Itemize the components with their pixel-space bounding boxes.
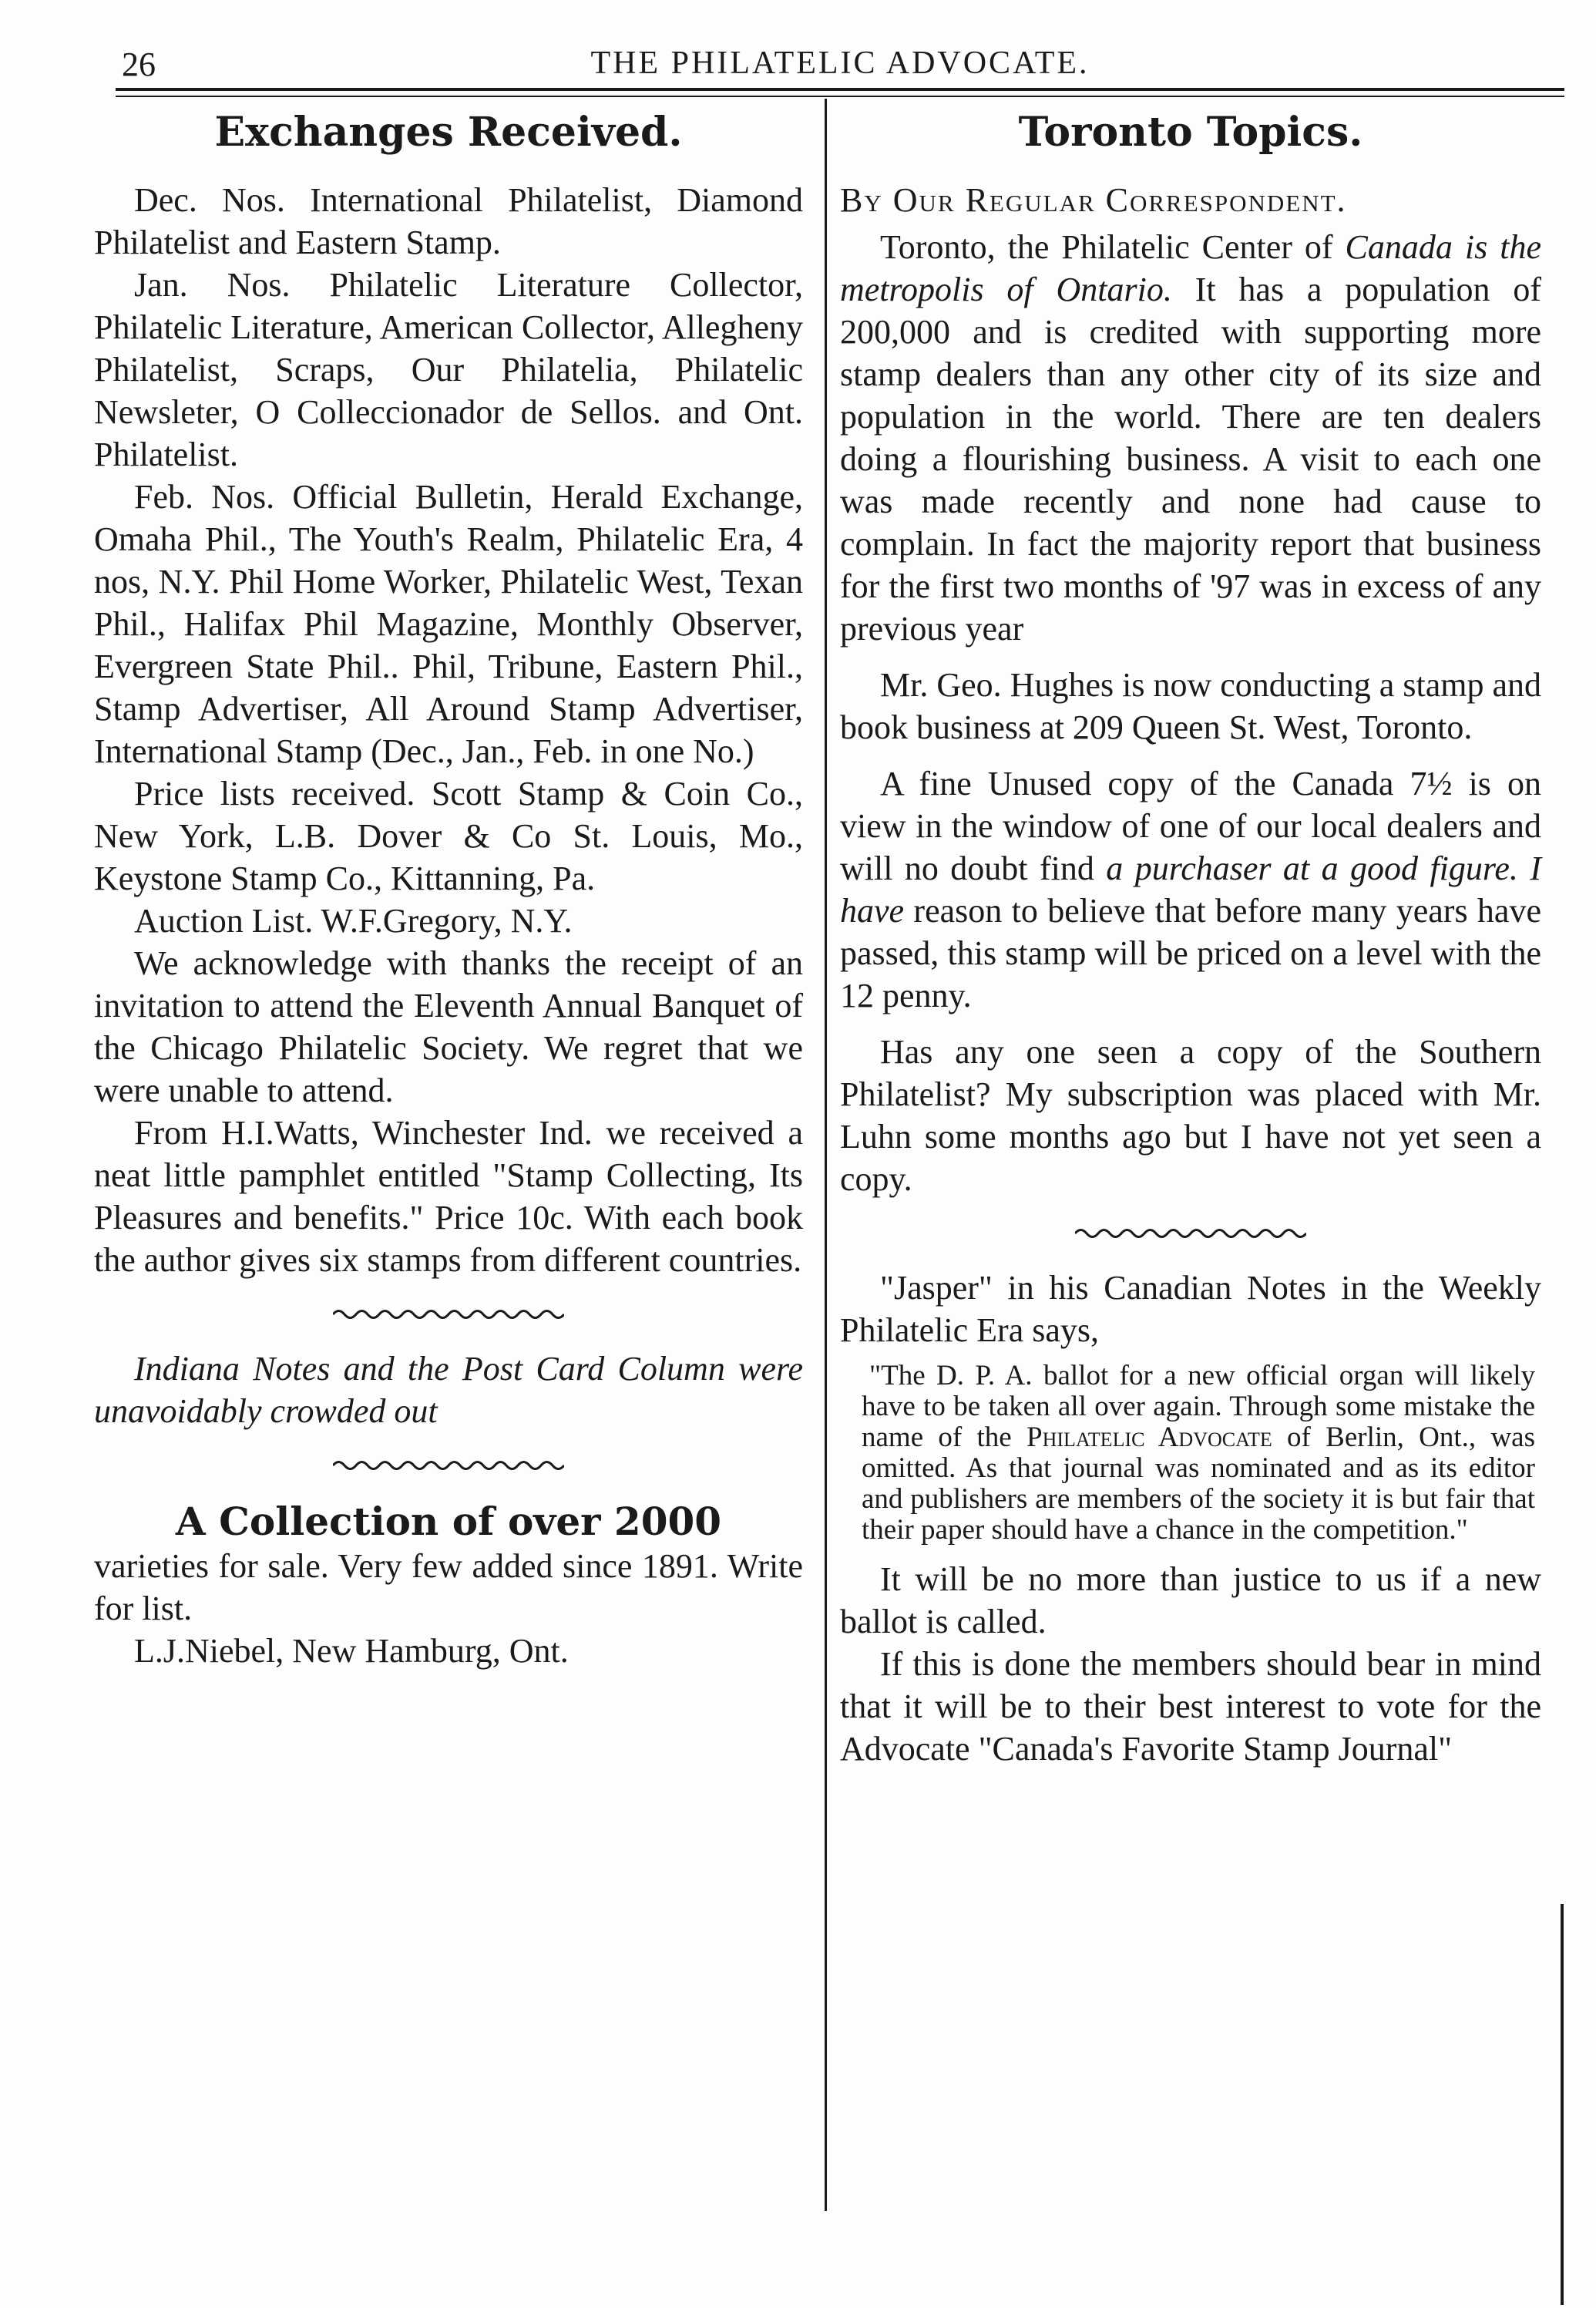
page-number: 26 — [122, 45, 156, 83]
jasper-intro: "Jasper" in his Canadian Notes in the Weekly Philatelic Era says, — [840, 1269, 1541, 1349]
advert-heading: A Collection of over 2000 — [175, 1499, 722, 1544]
column-divider — [825, 99, 827, 2211]
toronto-paragraph: Mr. Geo. Hughes is now conducting a stamp and book business at 209 Queen St. West, Toronto. — [840, 666, 1541, 746]
toronto-rest: It has a population of 200,000 and is credited with supporting more stamp dealers than any other city of its size and population in the world. There are ten dealers doing a flourishing business. A visit to each one was made recently and none had cause to complain. In fact the majority report that business for the first two months of '97 was in excess of any previous year — [840, 271, 1541, 648]
exchanges-paragraph: We acknowledge with thanks the receipt of an invitation to attend the Eleventh Annual Banquet of the Chicago Philatelic Society. We regret that we were unable to attend. — [94, 944, 803, 1109]
advert-signature: L.J.Niebel, New Hamburg, Ont. — [134, 1632, 569, 1670]
quote-part-a: "The D. P. A. ballot for a new official organ will likely have to be taken all over again. Through some mistake the name of the — [862, 1360, 1535, 1453]
quote-part-b: of Berlin, Ont., was omitted. As that journal was nominated and as its editor and publishers are members of the society it is but fair that their paper should have a chance in the competition." — [862, 1421, 1535, 1546]
exchanges-paragraph: Dec. Nos. International Philatelist, Diamond Philatelist and Eastern Stamp. — [94, 181, 803, 261]
jasper-paragraph: It will be no more than justice to us if a new ballot is called. — [840, 1560, 1541, 1640]
header-rule-thick — [116, 88, 1564, 91]
squiggle-divider — [1075, 1226, 1306, 1240]
toronto-italic: Canada is the metropolis of Ontario. — [840, 228, 1541, 308]
jasper-paragraph: If this is done the members should bear in mind that it will be to their best interest to vote for the Advocate "Canada's Favorite Stamp Journal" — [840, 1645, 1541, 1768]
exchanges-paragraph: Jan. Nos. Philatelic Literature Collector, Philatelic Literature, American Collector, Allegheny Philatelist, Scraps, Our Philatelia, Philatelic Newsleter, O Colleccionador de Sellos. and Ont. Philatelist. — [94, 266, 803, 473]
jasper-quote — [862, 1361, 1535, 1546]
toronto-lead: Toronto, the Philatelic Center of — [880, 228, 1333, 266]
exchanges-paragraph: Price lists received. Scott Stamp & Coin Co., New York, L.B. Dover & Co St. Louis, Mo., Keystone Stamp Co., Kittanning, Pa. — [94, 775, 803, 897]
page-edge-rule — [1561, 1904, 1564, 2305]
toronto-heading: Toronto Topics. — [1018, 109, 1363, 156]
squiggle-divider — [333, 1307, 564, 1321]
exchanges-heading: Exchanges Received. — [214, 109, 683, 156]
byline: By Our Regular Correspondent. — [840, 181, 1347, 219]
toronto-paragraph — [840, 762, 1541, 1017]
left-column — [94, 102, 803, 1672]
exchanges-paragraph: Auction List. W.F.Gregory, N.Y. — [134, 902, 573, 940]
toronto-paragraph — [840, 226, 1541, 650]
crowded-out-notice: Indiana Notes and the Post Card Column were unavoidably crowded out — [94, 1350, 803, 1430]
squiggle-divider — [333, 1458, 564, 1472]
toronto-paragraph: Has any one seen a copy of the Southern Philatelist? My subscription was placed with Mr. Luhn some months ago but I have not yet seen a copy. — [840, 1033, 1541, 1198]
advert-body: varieties for sale. Very few added since 1891. Write for list. — [94, 1547, 803, 1627]
page-header — [116, 45, 1564, 85]
canada-stamp-rest: reason to believe that before many years have passed, this stamp will be priced on a level with the 12 penny. — [840, 892, 1541, 1014]
canada-stamp-lead: A fine Unused copy of the Canada 7½ is on view in the window of one of our local dealers and will no doubt find — [840, 765, 1541, 887]
right-column — [840, 102, 1541, 1770]
quote-journal-name: Philatelic Advocate — [1026, 1421, 1272, 1453]
exchanges-paragraph: Feb. Nos. Official Bulletin, Herald Exchange, Omaha Phil., The Youth's Realm, Philatelic Era, 4 nos, N.Y. Phil Home Worker, Philatelic West, Texan Phil., Halifax Phil Magazine, Monthly Observer, Evergreen State Phil.. Phil, Tribune, Eastern Phil., Stamp Advertiser, All Around Stamp Advertiser, International Stamp (Dec., Jan., Feb. in one No.) — [94, 478, 803, 770]
canada-stamp-italic: a purchaser at a good figure. I have — [840, 850, 1541, 930]
header-rule-thin — [116, 96, 1564, 97]
exchanges-paragraph: From H.I.Watts, Winchester Ind. we received a neat little pamphlet entitled "Stamp Collecting, Its Pleasures and benefits." Price 10c. With each book the author gives six stamps from different countries. — [94, 1114, 803, 1279]
journal-title: THE PHILATELIC ADVOCATE. — [590, 45, 1090, 81]
